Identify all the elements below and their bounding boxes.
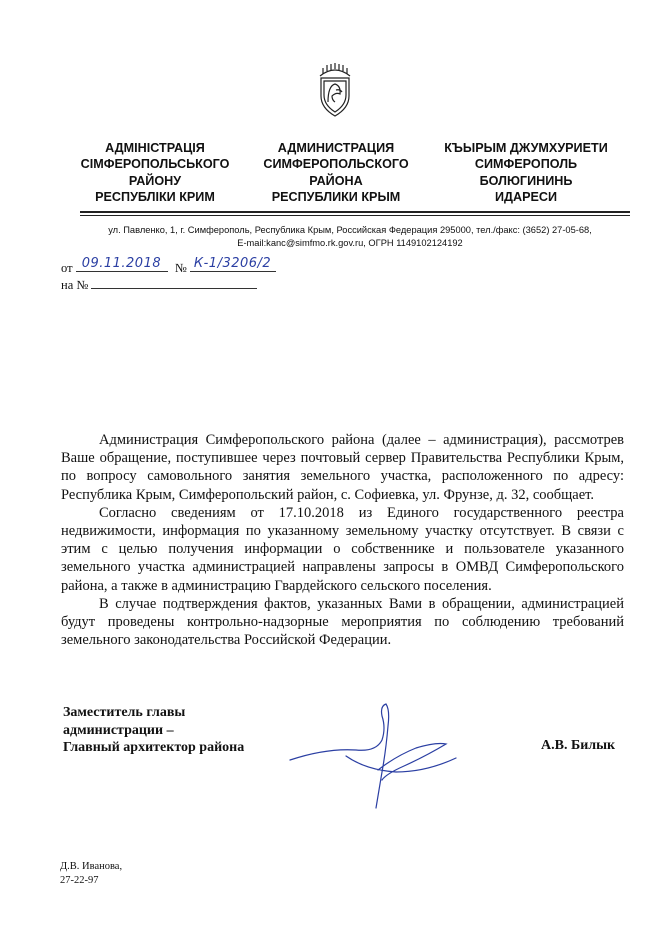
header-crh-line: БОЛЮГИНИНЬ: [479, 173, 573, 188]
reply-to-field: [91, 276, 257, 289]
header-ua-line: РЕСПУБЛІКИ КРИМ: [95, 189, 215, 204]
body-paragraph: В случае подтверждения фактов, указанных Вами в обращении, администрацией будут проведены контрольно-надзорные мероприятия по соблюдению требований земельного законодательства Российской Федерации.: [61, 595, 624, 649]
letter-body: [61, 431, 624, 649]
header-divider: [80, 211, 630, 213]
contact-line: E-mail:kanc@simfmo.rk.gov.ru, ОГРН 1149102124192: [237, 238, 463, 248]
registration-number: К-1/3206/2: [193, 256, 272, 271]
body-paragraph: Администрация Симферопольского района (далее – администрация), рассмотрев Ваше обращение, поступившее через почтовый сервер Правительства Республики Крым, по вопросу самовольного занятия земельного участка, расположенного по адресу: Республика Крым, Симферопольский район, с. Софиевка, ул. Фрунзе, д. 32, сообщает.: [61, 432, 624, 503]
number-field: [190, 256, 276, 272]
header-ua-line: СІМФЕРОПОЛЬСЬКОГО: [80, 157, 230, 172]
crimea-emblem-icon: [314, 62, 356, 118]
header-crimean-tatar: [426, 140, 626, 205]
header-ua-line: АДМІНІСТРАЦІЯ: [105, 141, 205, 155]
executor-name: Д.В. Иванова,: [60, 861, 123, 872]
signatory-title-line: Главный архитектор района: [63, 740, 245, 755]
reply-to-label: на №: [61, 278, 89, 292]
header-crh-line: СИМФЕРОПОЛЬ: [474, 157, 578, 172]
body-paragraph: Согласно сведениям от 17.10.2018 из Единого государственного реестра недвижимости, информация по указанному земельному участку отсутствует. В связи с этим с целью получения информации о собственнике и пользователе указанного земельного участка администрацией направлены запросы в ОМВД Симферопольского района, а также в администрацию Гвардейского сельского поселения.: [61, 504, 624, 594]
header-ua-line: РАЙОНУ: [128, 173, 182, 188]
outgoing-registration: [61, 256, 276, 276]
date-field: [76, 256, 168, 272]
date-label: от: [61, 261, 73, 275]
incoming-registration: [61, 276, 257, 293]
signatory-name: А.В. Билык: [541, 738, 616, 753]
executor-phone: 27-22-97: [60, 874, 99, 886]
signatory-title-line: Заместитель главы: [63, 705, 186, 720]
address-line: ул. Павленко, 1, г. Симферополь, Республика Крым, Российская Федерация 295000, тел./факс: (3652) 27-05-68,: [108, 225, 592, 235]
header-ru-line: РАЙОНА: [309, 173, 363, 188]
number-label: №: [174, 261, 187, 275]
header-ru-line: РЕСПУБЛИКИ КРЫМ: [271, 189, 401, 204]
header-ukrainian: [60, 140, 250, 205]
header-ru-line: СИМФЕРОПОЛЬСКОГО: [263, 157, 409, 172]
header-crh-line: КЪЫРЫМ ДЖУМХУРИЕТИ: [444, 141, 608, 155]
header-divider-thin: [80, 215, 630, 216]
header-crh-line: ИДАРЕСИ: [494, 189, 558, 204]
header-ru-line: АДМИНИСТРАЦИЯ: [277, 141, 395, 155]
handwritten-signature: [286, 700, 476, 810]
header-russian: [236, 140, 436, 205]
registration-date: 09.11.2018: [81, 256, 162, 271]
signatory-title: [63, 704, 244, 757]
executor-info: [60, 860, 122, 887]
signatory-title-line: администрации –: [63, 722, 174, 738]
